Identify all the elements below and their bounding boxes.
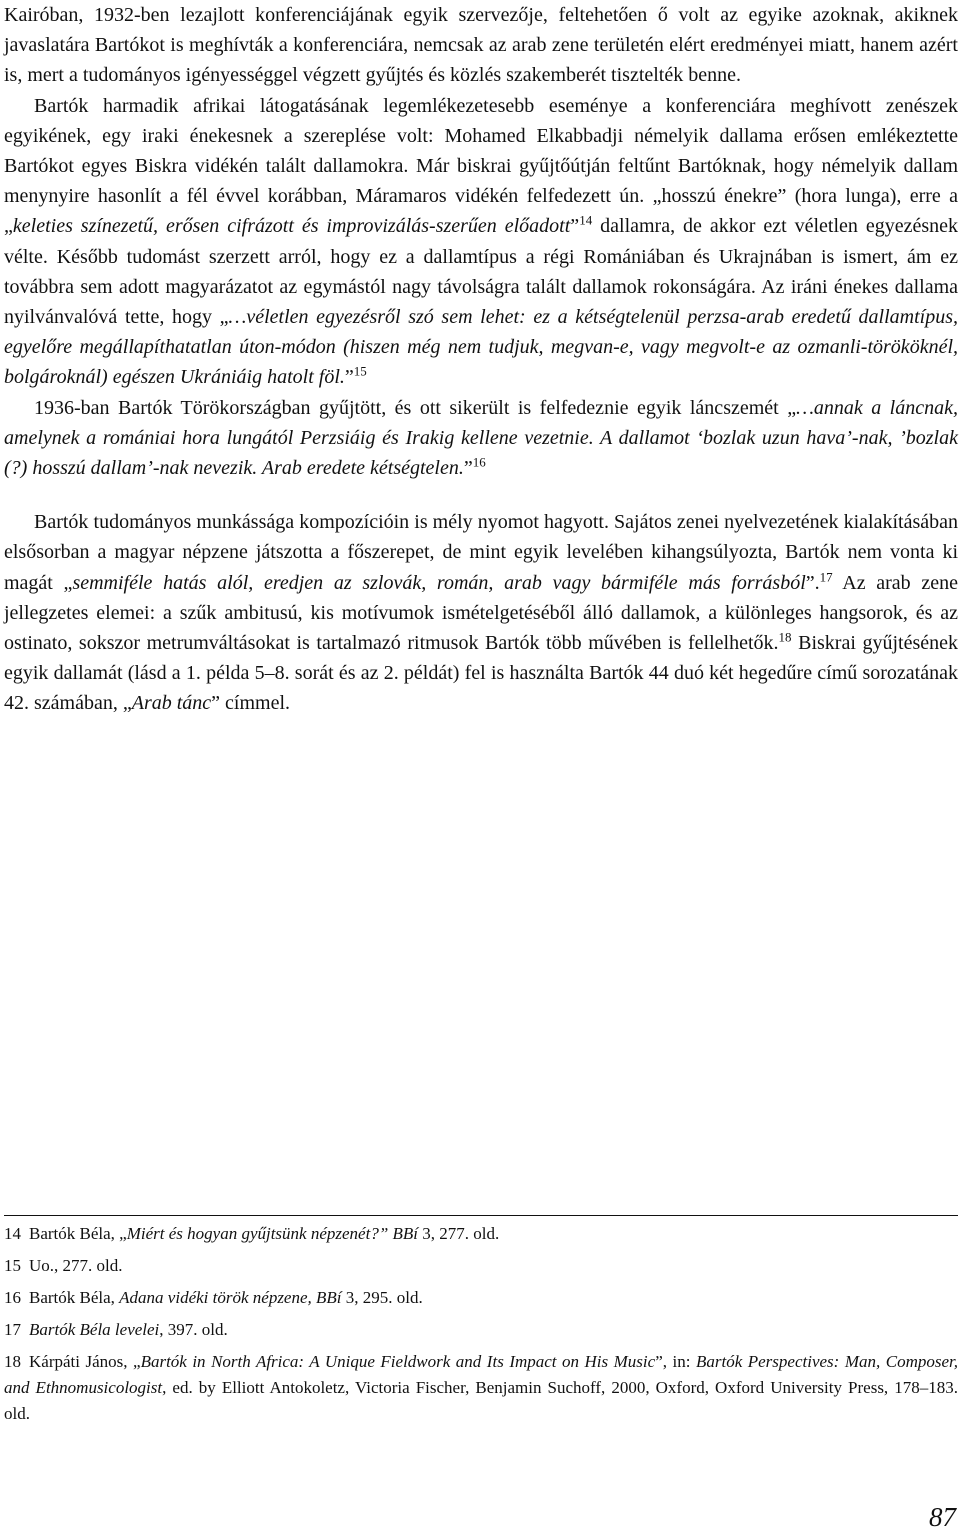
paragraph-4-text-e: Biskrai gyűjtésének egyik dallamát (lásd a 1. példa 5–8. sorát és az 2. példát) fel is használta Bartók 44 duó két hegedűre című sorozatának 42. számában, „ bbox=[4, 632, 958, 715]
footnote-ref-14[interactable]: 14 bbox=[579, 212, 593, 228]
footnote-text: 3, 277. old. bbox=[418, 1224, 500, 1243]
footnote-text: Bartók Béla, „ bbox=[29, 1224, 127, 1243]
footnote-ref-15[interactable]: 15 bbox=[353, 363, 367, 379]
footnote-14 bbox=[4, 1216, 958, 1247]
page-body bbox=[4, 0, 958, 719]
footnote-17 bbox=[4, 1311, 958, 1343]
paragraph-3 bbox=[4, 393, 958, 484]
quote-italic-2: …véletlen egyezésről szó sem lehet: ez a kétségtelenül perzsa-arab eredetű dallamtípus, egyelőre megállapíthatatlan úton-módon (hiszen még nem tudjuk, megvan-e, vagy megvolt-e az ozmanli-törököknél, bolgároknál) egészen Ukrániáig hatolt föl. bbox=[4, 306, 958, 389]
paragraph-4-text-g: ” címmel. bbox=[211, 692, 291, 715]
quote-italic-3: …annak a láncnak, amelynek a romániai hora lungától Perzsiáig és Irakig kellene vezetnie. A dallamot ‘bozlak uzun hava’-nak, ’bozlak (?) hosszú dallam’-nak nevezik. Arab eredete kétségtelen. bbox=[4, 396, 958, 480]
footnote-ref-17[interactable]: 17 bbox=[819, 569, 833, 584]
paragraph-4 bbox=[4, 507, 958, 718]
footnote-15 bbox=[4, 1247, 958, 1279]
footnote-number: 14 bbox=[4, 1224, 21, 1243]
quote-close-1: ” bbox=[570, 215, 580, 238]
footnote-number: 16 bbox=[4, 1288, 21, 1307]
footnote-ref-16[interactable]: 16 bbox=[472, 454, 486, 470]
footnote-title: Miért és hogyan gyűjtsünk népzenét?” BBí bbox=[126, 1224, 419, 1243]
quote-italic-5: Arab tánc bbox=[131, 692, 212, 715]
quote-close-4: ”. bbox=[805, 571, 820, 594]
paragraph-2-text-a: Bartók harmadik afrikai látogatásának legemlékezetesebb eseménye a konferenciára meghívott zenészek egyikének, egy iraki énekesnek a szereplése volt: Mohamed Elkabbadji némelyik dallama erősen emlékeztette Bartókot egyes Biskra vidékén talált dallamokra. Már biskrai gyűjtőútján feltűnt Bartóknak, hogy némelyik dallam menynyire hasonlít a fél évvel korábban, Máramaros vidékén felfedezett ún. „hosszú énekre” (hora lunga), erre a „ bbox=[4, 94, 958, 238]
footnote-number: 17 bbox=[4, 1320, 21, 1339]
footnote-title: Bartók Perspectives: Man, Composer, and Ethnomusicologist bbox=[4, 1352, 958, 1397]
footnote-text: ”, in: bbox=[655, 1352, 696, 1371]
paragraph-4-text-a: Bartók tudományos munkássága kompozícióin is mély nyomot hagyott. Sajátos zenei nyelvezetének kialakításában elsősorban a magyar népzene játszotta a főszerepet, de mint egyik levelében kihangsúlyozta, Bartók nem vonta ki magát „ bbox=[4, 511, 958, 594]
footnote-text: Uo., 277. old. bbox=[29, 1256, 123, 1275]
footnote-title: Adana vidéki török népzene, BBí bbox=[119, 1288, 342, 1307]
quote-italic-4: semmiféle hatás alól, eredjen az szlovák, román, arab vagy bármiféle más forrásból bbox=[72, 571, 806, 594]
footnote-title: Bartók Béla levelei bbox=[29, 1320, 160, 1339]
footnote-title: Bartók in North Africa: A Unique Fieldwork and Its Impact on His Music bbox=[140, 1352, 656, 1371]
footnote-text: , ed. by Elliott Antokoletz, Victoria Fischer, Benjamin Suchoff, 2000, Oxford, Oxford University Press, 178–183. old. bbox=[4, 1378, 958, 1423]
quote-close-2: ” bbox=[344, 366, 354, 389]
quote-italic-1: keleties színezetű, erősen cifrázott és improvizálás-szerűen előadott bbox=[12, 215, 571, 238]
footnote-text: 3, 295. old. bbox=[341, 1288, 423, 1307]
footnote-text: , 397. old. bbox=[159, 1320, 228, 1339]
footnote-18 bbox=[4, 1343, 958, 1427]
quote-close-3: ” bbox=[463, 457, 473, 480]
footnotes bbox=[4, 1215, 958, 1427]
footnote-text: Bartók Béla, bbox=[29, 1288, 120, 1307]
paragraph-2-text-d: dallamra, de akkor ezt véletlen egyezésnek vélte. Később tudomást szerzett arról, hogy ez a dallamtípus a régi Romániában és Ukrajnában is ismert, ám ez továbbra sem adott magyarázatot az egymástól nagy távolságra talált dallamok rokonságára. Az iráni énekes dallama nyilvánvalóvá tette, hogy „ bbox=[4, 215, 958, 329]
paragraph-3-text-a: 1936-ban Bartók Törökországban gyűjtött, és ott sikerült is felfedeznie egyik láncszemét „ bbox=[34, 396, 797, 419]
footnote-number: 18 bbox=[4, 1352, 21, 1371]
paragraph-1-text: Kairóban, 1932-ben lezajlott konferenciájának egyik szervezője, feltehetően ő volt az egyike azoknak, akiknek javaslatára Bartókot is meghívták a konferenciára, nemcsak az arab zene területén elért eredményei miatt, hanem azért is, mert a tudományos igényességgel végzett gyűjtés és közlés szakemberét tisztelték benne. bbox=[4, 4, 958, 87]
footnote-16 bbox=[4, 1279, 958, 1311]
footnote-text: Kárpáti János, „ bbox=[29, 1352, 141, 1371]
paragraph-4-text-d: Az arab zene jellegzetes elemei: a szűk ambitusú, kis motívumok ismételgetéséből álló dallamok, a különleges hangsorok, és az ostinato, sokszor metrumváltásokat is tartalmazó ritmusok Bartók több művében is fellelhetők. bbox=[4, 571, 958, 655]
page-number: 87 bbox=[929, 1502, 956, 1532]
footnote-ref-18[interactable]: 18 bbox=[778, 629, 792, 645]
footnote-number: 15 bbox=[4, 1256, 21, 1275]
paragraph-2 bbox=[4, 91, 958, 393]
paragraph-1 bbox=[4, 0, 958, 91]
